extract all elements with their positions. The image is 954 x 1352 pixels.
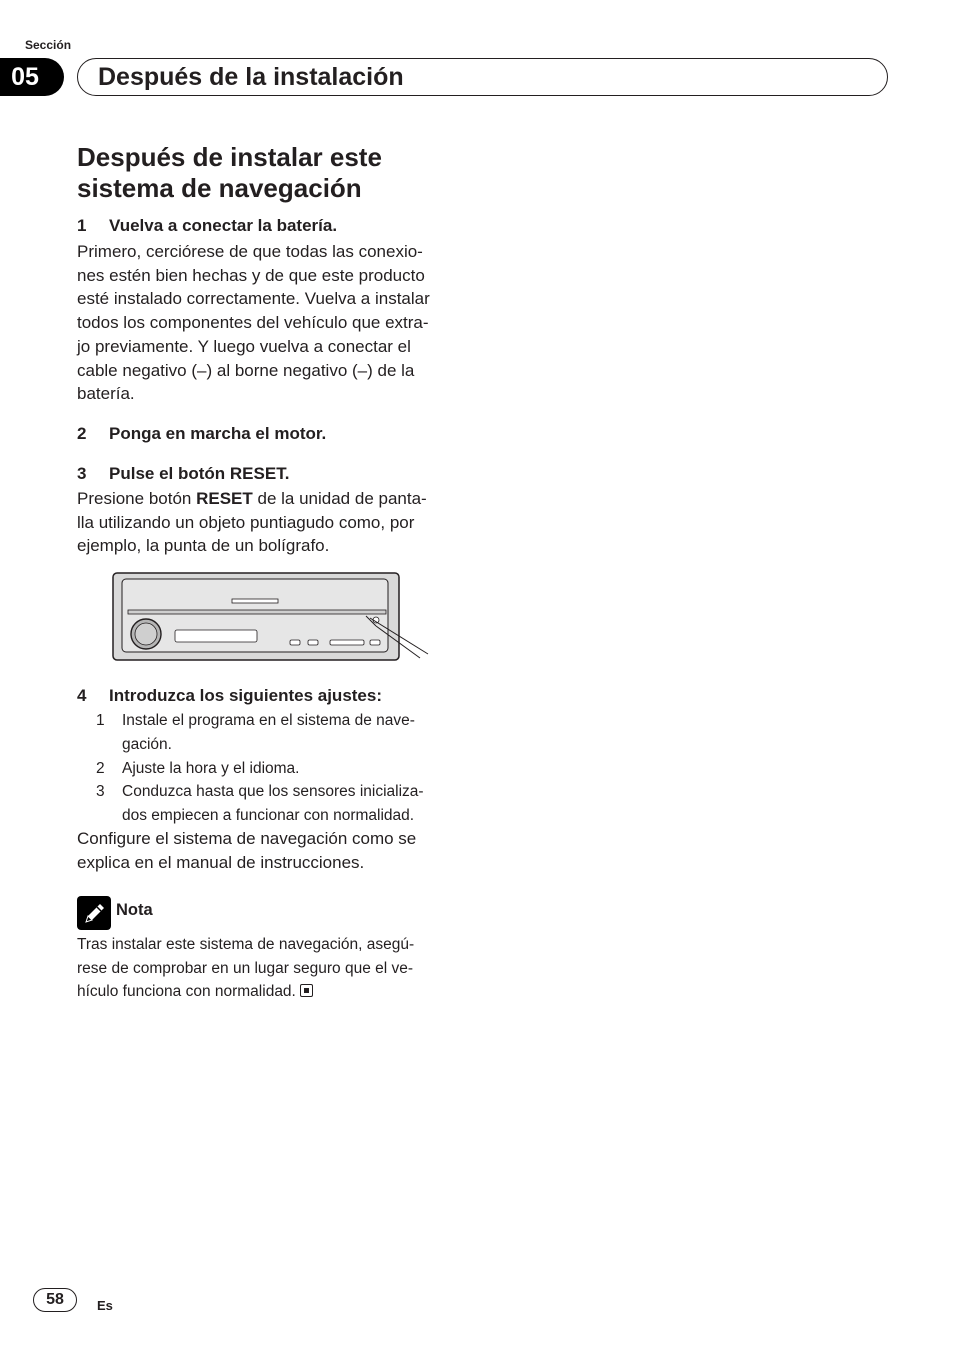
language-code: Es — [97, 1298, 113, 1313]
step-3-heading — [77, 464, 289, 484]
subitem-line: dos empiecen a funcionar con normalidad. — [122, 806, 415, 824]
body-line: lla utilizando un objeto puntiagudo como, por — [77, 512, 415, 532]
body-line: jo previamente. Y luego vuelva a conectar el — [77, 336, 411, 356]
subitem-number: 3 — [96, 783, 105, 800]
section-number-tab: 05 — [0, 58, 64, 96]
step-4-heading — [77, 686, 382, 706]
body-line: cable negativo (–) al borne negativo (–) de la — [77, 360, 415, 380]
note-pencil-icon — [77, 896, 111, 930]
subitem-2 — [96, 757, 468, 781]
text-run: de la unidad de panta- — [252, 489, 427, 508]
body-line: Configure el sistema de navegación como se — [77, 829, 417, 848]
text-run: hículo funciona con normalidad. — [77, 983, 296, 1001]
body-line: ejemplo, la punta de un bolígrafo. — [77, 536, 330, 556]
step-number: 3 — [77, 464, 87, 483]
reset-label: RESET — [196, 489, 253, 508]
body-line: esté instalado correctamente. Vuelva a instalar — [77, 289, 430, 309]
subitem-line: Conduzca hasta que los sensores inicializa- — [122, 783, 424, 800]
step-3-body — [77, 487, 467, 558]
section-title: Después de la instalación — [77, 58, 888, 96]
note-text — [77, 933, 467, 1004]
text-run: Presione botón — [77, 489, 197, 508]
page-title — [77, 142, 497, 204]
head-unit-illustration — [110, 570, 435, 665]
body-line — [77, 487, 467, 511]
step-2-heading — [77, 424, 326, 444]
step-1-heading — [77, 216, 337, 236]
body-line: todos los componentes del vehículo que extra- — [77, 313, 429, 333]
subitem-line: gación. — [122, 735, 172, 753]
step-number: 2 — [77, 424, 87, 443]
note-line: Tras instalar este sistema de navegación, asegú- — [77, 936, 415, 953]
step-1-body — [77, 240, 467, 406]
subitem-1 — [96, 709, 468, 756]
step-title: Vuelva a conectar la batería. — [109, 216, 338, 235]
step-number: 1 — [77, 216, 87, 235]
subitem-line: Ajuste la hora y el idioma. — [122, 760, 300, 777]
step-title: Ponga en marcha el motor. — [109, 424, 327, 443]
page-title-line-2: sistema de navegación — [77, 173, 362, 203]
subitem-line: Instale el programa en el sistema de nave- — [122, 712, 415, 729]
subitem-number: 1 — [96, 712, 105, 729]
body-line: explica en el manual de instrucciones. — [77, 852, 365, 872]
page-number: 58 — [33, 1288, 77, 1312]
note-label: Nota — [116, 901, 153, 919]
end-of-section-icon — [300, 984, 313, 997]
page-title-line-1: Después de instalar este — [77, 142, 382, 172]
body-line: batería. — [77, 384, 135, 404]
body-line: Primero, cerciórese de que todas las conexio- — [77, 242, 423, 261]
subitem-number: 2 — [96, 760, 105, 777]
step-title: Introduzca los siguientes ajustes: — [109, 686, 383, 705]
body-line: nes estén bien hechas y de que este producto — [77, 265, 425, 285]
subitem-3 — [96, 780, 468, 827]
note-line — [77, 980, 467, 1004]
note-line: rese de comprobar en un lugar seguro que el ve- — [77, 959, 414, 977]
step-title: Pulse el botón RESET. — [109, 464, 290, 483]
step-number: 4 — [77, 686, 87, 705]
section-label: Sección — [25, 38, 72, 52]
step-4-after — [77, 827, 467, 874]
